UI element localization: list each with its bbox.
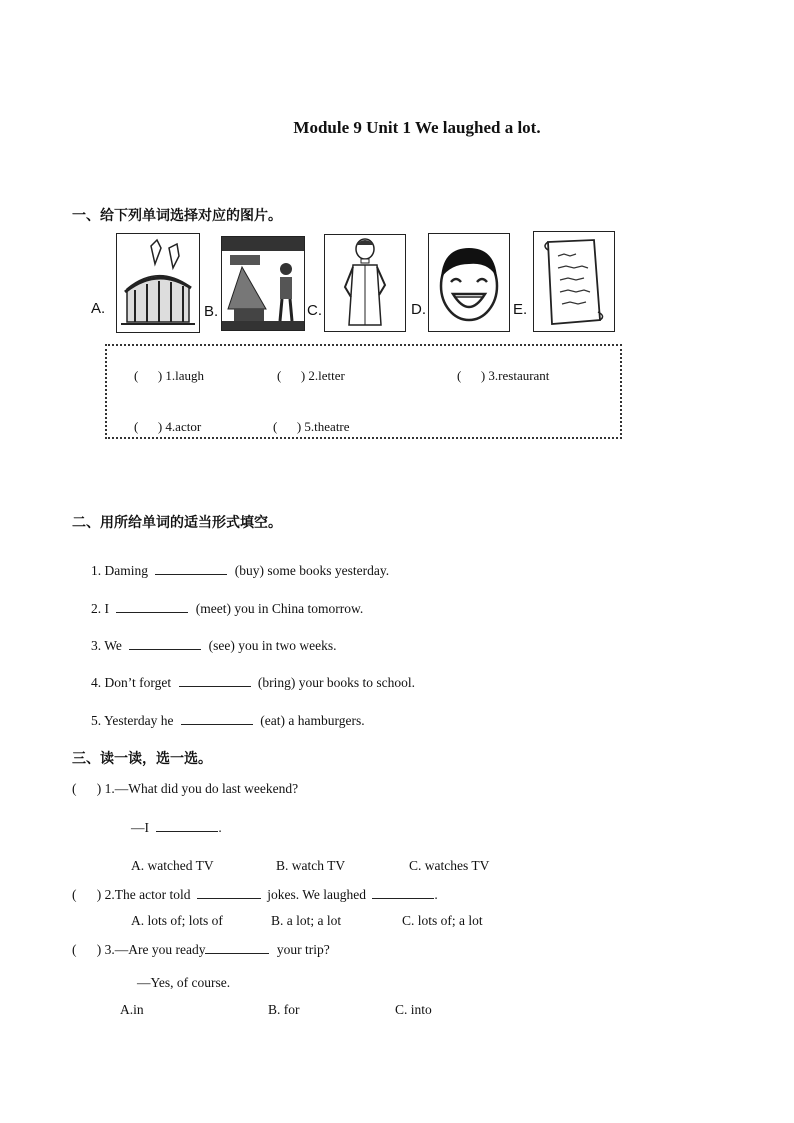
picture-e-label: E. [513,301,528,318]
question-2-option-c[interactable]: C. lots of; a lot [402,913,483,928]
question-stem: your trip? [276,942,330,957]
question-1-reply [131,819,222,836]
fill-blank[interactable] [197,886,261,899]
match-word: 1.laugh [165,368,205,383]
question-stem: 2.The actor told [104,887,191,902]
section1-heading: 一、给下列单词选择对应的图片。 [72,208,282,224]
fill-prefix: 5. Yesterday he [91,713,174,728]
fill-blank[interactable] [205,941,269,954]
match-item-5 [273,419,350,435]
theatre-building-icon [116,233,200,333]
question-1 [72,781,298,797]
fill-item-5 [91,712,365,729]
match-word: 5.theatre [304,419,350,434]
fill-blank[interactable] [372,886,434,899]
match-item-2 [277,368,345,384]
question-1-option-a[interactable]: A. watched TV [131,858,214,873]
restaurant-scene-icon [221,236,305,331]
question-1-option-c[interactable]: C. watches TV [409,858,490,873]
fill-item-3 [91,637,337,654]
answer-paren[interactable]: ( ) [72,781,102,796]
fill-item-2 [91,600,363,617]
fill-suffix: (bring) your books to school. [257,675,415,690]
fill-item-4 [91,674,415,691]
answer-paren[interactable]: ( ) [72,887,102,902]
fill-suffix: (eat) a hamburgers. [260,713,365,728]
answer-paren[interactable]: ( ) [134,368,163,383]
fill-blank[interactable] [155,562,227,575]
fill-suffix: (see) you in two weeks. [208,638,337,653]
fill-blank[interactable] [129,637,201,650]
reply-prefix: —I [131,820,149,835]
answer-paren[interactable]: ( ) [457,368,486,383]
fill-prefix: 1. Daming [91,563,148,578]
fill-suffix: (buy) some books yesterday. [234,563,390,578]
match-item-1 [134,368,204,384]
picture-d-label: D. [411,301,426,318]
fill-blank[interactable] [179,674,251,687]
question-stem: 3.—Are you ready [104,942,206,957]
match-item-4 [134,419,201,435]
picture-c-label: C. [307,302,322,319]
question-2 [72,886,438,903]
match-item-3 [457,368,549,384]
picture-b-label: B. [204,303,219,320]
reply-suffix: . [218,820,222,835]
question-stem: 1.—What did you do last weekend? [104,781,299,796]
laughing-face-icon [428,233,510,332]
question-3-reply: —Yes, of course. [137,975,231,990]
fill-blank[interactable] [181,712,253,725]
fill-blank[interactable] [116,600,188,613]
fill-suffix: (meet) you in China tomorrow. [195,601,364,616]
section2-heading: 二、用所给单词的适当形式填空。 [72,515,282,531]
match-word: 4.actor [165,419,202,434]
question-2-option-a[interactable]: A. lots of; lots of [131,913,223,928]
answer-paren[interactable]: ( ) [72,942,102,957]
fill-blank[interactable] [156,819,218,832]
fill-prefix: 2. I [91,601,109,616]
match-word: 2.letter [308,368,345,383]
match-word: 3.restaurant [488,368,550,383]
question-stem: . [434,887,438,902]
question-1-option-b[interactable]: B. watch TV [276,858,346,873]
picture-a-label: A. [91,300,106,317]
question-2-option-b[interactable]: B. a lot; a lot [271,913,342,928]
question-3-option-c[interactable]: C. into [395,1002,432,1017]
section3-heading: 三、读一读，选一选。 [72,751,212,767]
fill-prefix: 4. Don’t forget [91,675,172,690]
fill-item-1 [91,562,389,579]
question-3-option-b[interactable]: B. for [268,1002,300,1017]
answer-paren[interactable]: ( ) [277,368,306,383]
answer-paren[interactable]: ( ) [273,419,302,434]
question-3 [72,941,330,958]
actor-icon [324,234,406,332]
question-3-option-a[interactable]: A.in [120,1002,144,1017]
letter-icon [533,231,615,332]
answer-paren[interactable]: ( ) [134,419,163,434]
matching-box [105,344,622,439]
page-title: Module 9 Unit 1 We laughed a lot. [293,118,541,137]
fill-prefix: 3. We [91,638,122,653]
question-stem: jokes. We laughed [267,887,366,902]
